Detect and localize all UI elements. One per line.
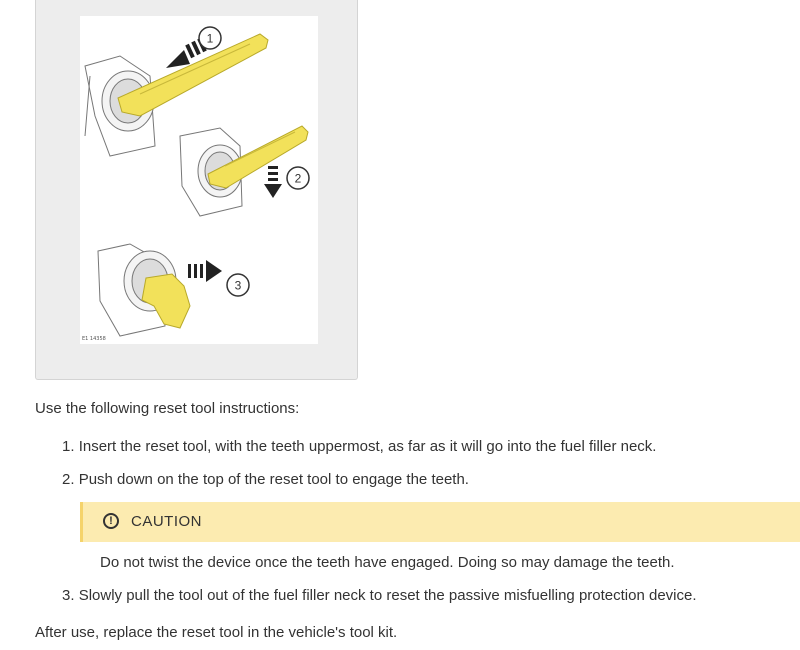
intro-text: Use the following reset tool instructions:	[35, 400, 300, 417]
caution-title: CAUTION	[131, 513, 202, 530]
step-text: Insert the reset tool, with the teeth uppermost, as far as it will go into the fuel filler neck.	[78, 438, 657, 455]
svg-text:3: 3	[234, 278, 242, 293]
callout-1	[199, 27, 221, 49]
illustration-svg	[80, 16, 318, 344]
figure-frame	[35, 0, 358, 380]
arrow-2	[264, 166, 282, 198]
reset-tool-3	[142, 274, 190, 328]
step-number: 1.	[62, 438, 75, 455]
caution-text: Do not twist the device once the teeth have engaged. Doing so may damage the teeth.	[100, 554, 675, 571]
caution-box	[80, 502, 800, 542]
step-item	[62, 438, 656, 455]
step-number: 2.	[62, 471, 75, 488]
callout-3	[227, 274, 249, 296]
exclamation-icon: !	[103, 513, 119, 529]
svg-text:2: 2	[294, 171, 302, 186]
callout-2	[287, 167, 309, 189]
step-text: Slowly pull the tool out of the fuel filler neck to reset the passive misfuelling protection device.	[78, 587, 697, 604]
step-number: 3.	[62, 587, 75, 604]
step-item	[62, 587, 697, 604]
step-item	[62, 471, 469, 488]
svg-text:1: 1	[206, 31, 214, 46]
reset-tool-illustration	[80, 16, 318, 344]
figure-code: E1 14358	[82, 336, 106, 342]
outro-text: After use, replace the reset tool in the vehicle's tool kit.	[35, 624, 398, 641]
step-text: Push down on the top of the reset tool to engage the teeth.	[78, 471, 469, 488]
arrow-3	[188, 260, 222, 282]
